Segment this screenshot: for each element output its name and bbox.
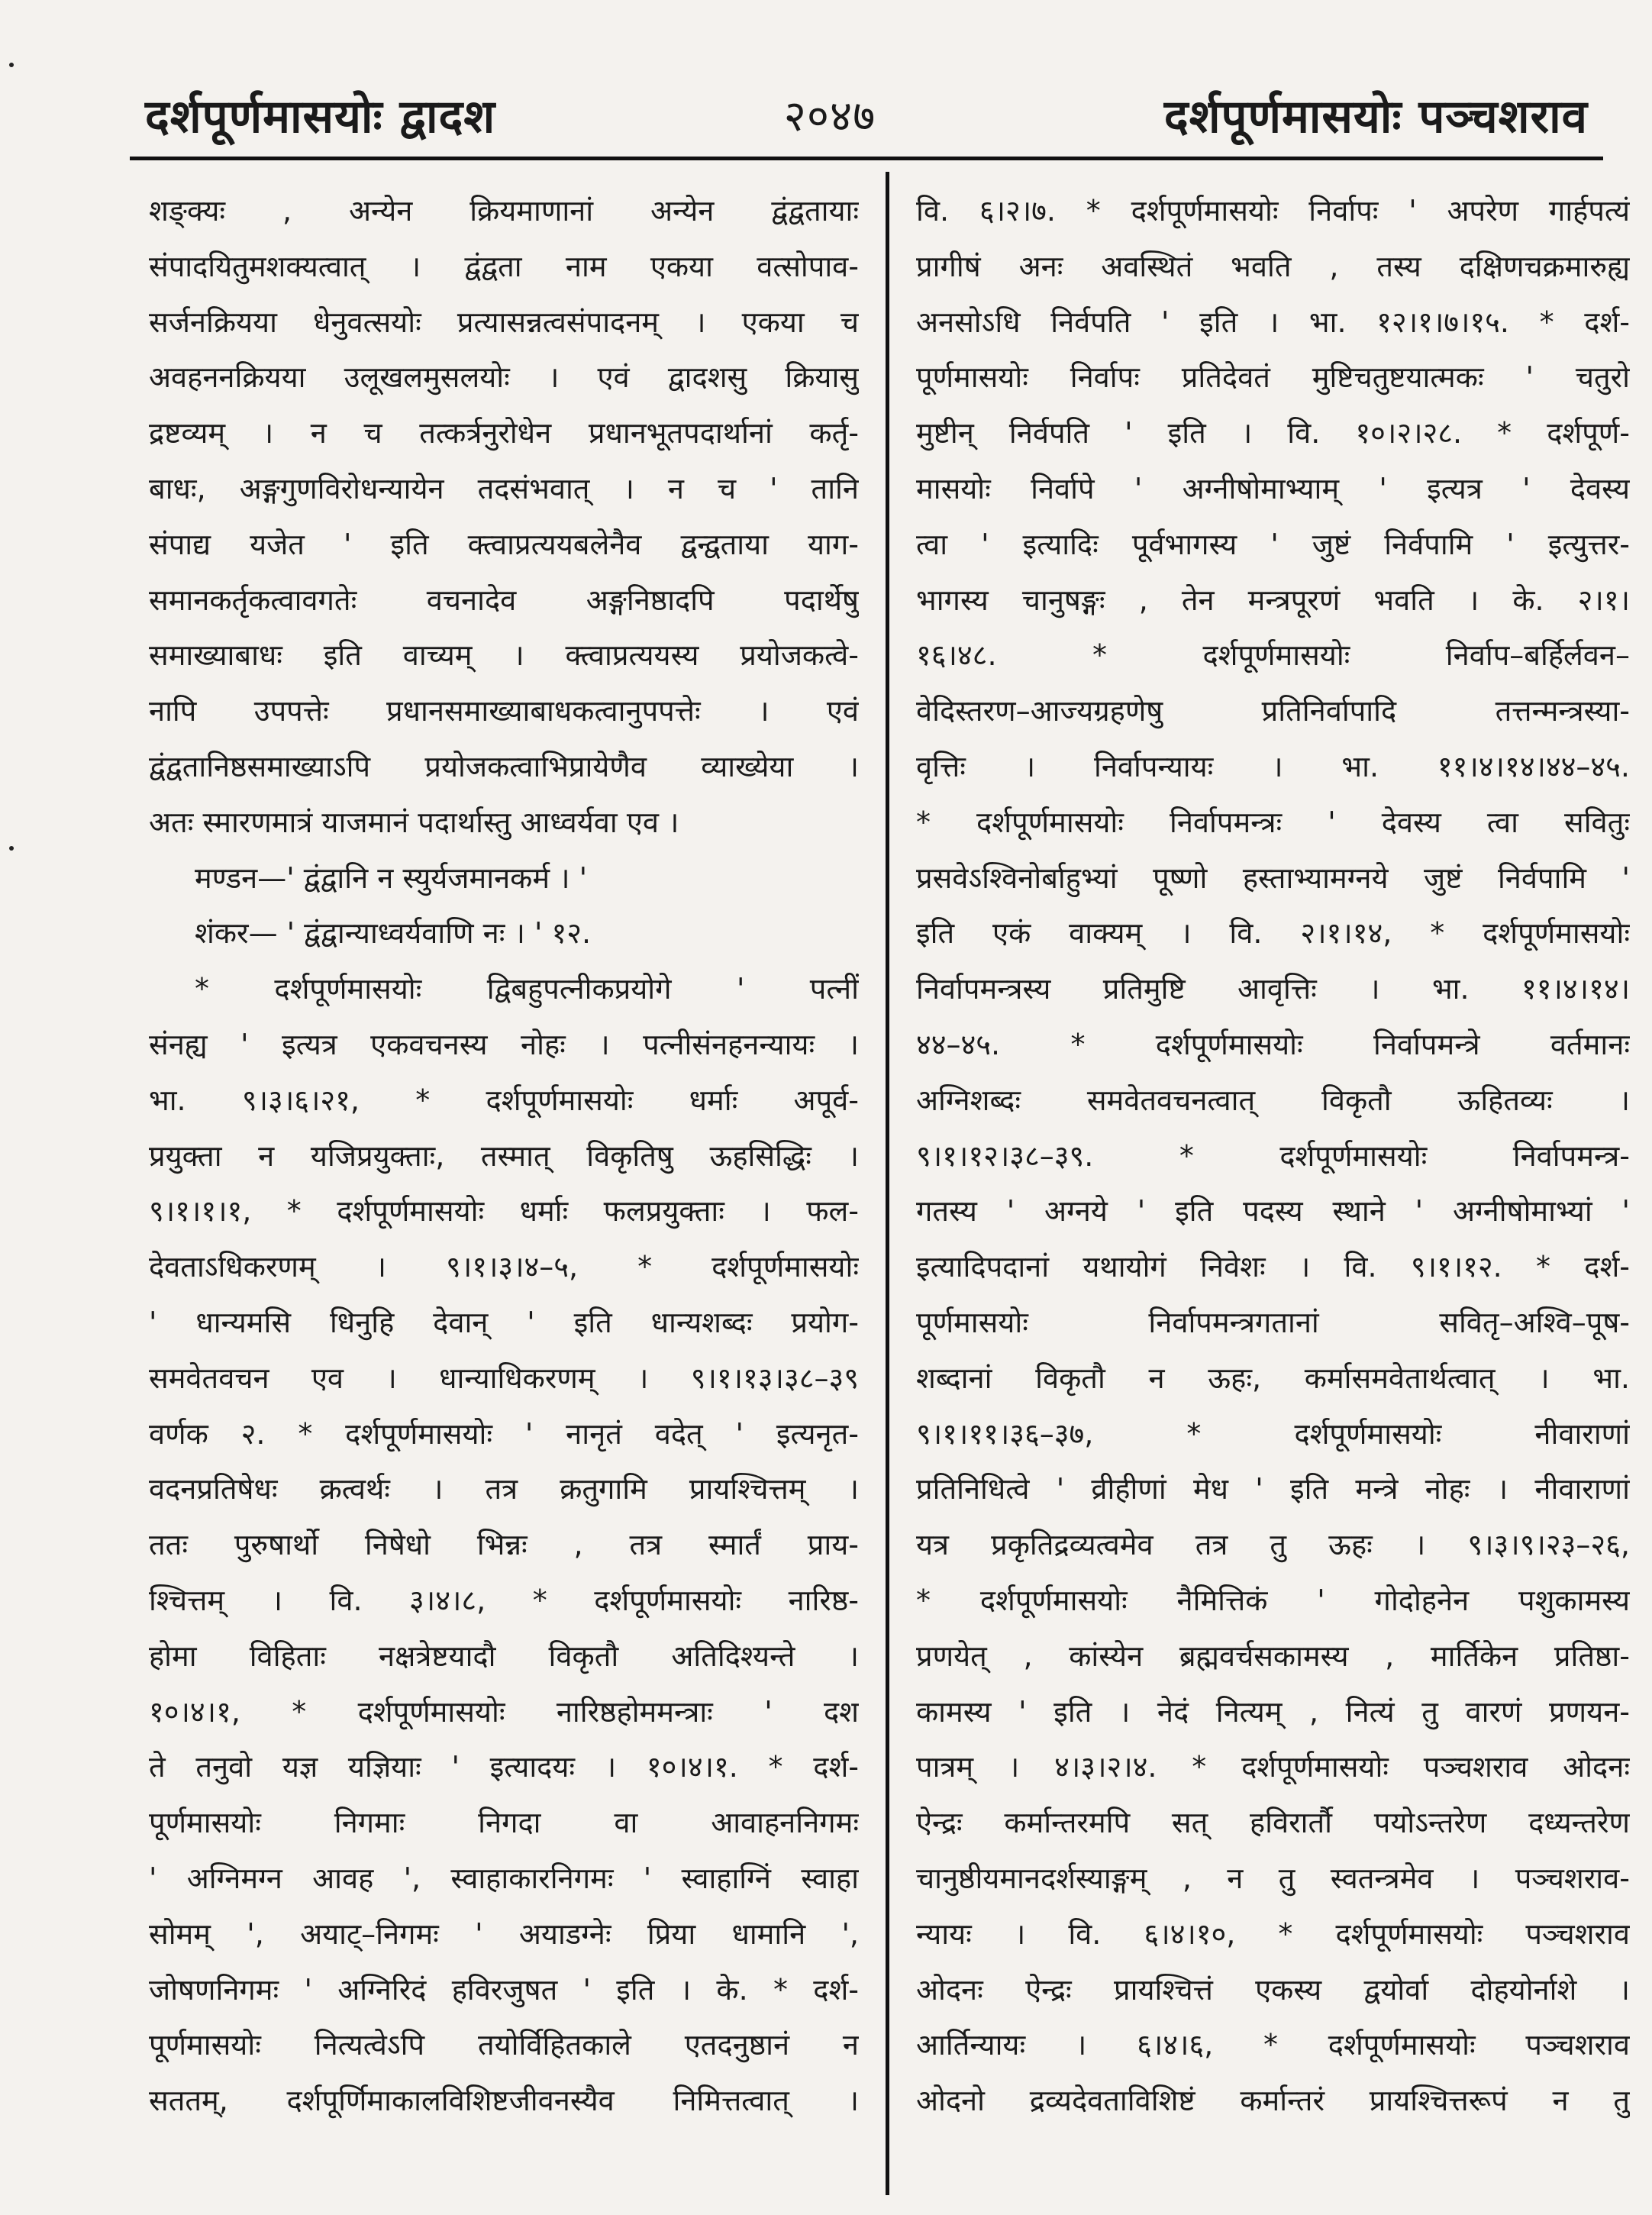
text-line: भा. ९।३।६।२१, * दर्शपूर्णमासयोः धर्माः अपूर्व-: [149, 1083, 859, 1117]
text-line: मासयोः निर्वापे ' अग्नीषोमाभ्याम् ' इत्यत्र ' देवस्य: [916, 471, 1630, 505]
text-line: ओदनो द्रव्यदेवताविशिष्टं कर्मान्तरं प्रायश्चित्तरूपं न तु: [916, 2084, 1630, 2118]
text-line: नापि उपपत्तेः प्रधानसमाख्याबाधकत्वानुपपत्तेः । एवं: [149, 694, 859, 728]
text-line: सततम्, दर्शपूर्णिमाकालविशिष्टजीवनस्यैव निमित्तत्वात् ।: [149, 2084, 859, 2118]
text-line: मण्डन—' द्वंद्वानि न स्युर्यजमानकर्म । ': [195, 860, 588, 895]
text-line: पूर्णमासयोः नित्यत्वेऽपि तयोर्विहितकाले एतदनुष्ठानं न: [149, 2028, 859, 2062]
text-line: शब्दानां विकृतौ न ऊहः, कर्मासमवेतार्थत्वात् । भा.: [916, 1361, 1630, 1395]
text-line: * दर्शपूर्णमासयोः द्विबहुपत्नीकप्रयोगे ' पत्नीं: [195, 972, 859, 1006]
text-line: प्रतिनिधित्वे ' व्रीहीणां मेध ' इति मन्त्रे नोहः । नीवाराणां: [916, 1472, 1630, 1506]
text-line: द्रष्टव्यम् । न च तत्कर्त्रनुरोधेन प्रधानभूतपदार्थानां कर्तृ-: [149, 416, 859, 450]
header-left-title: दर्शपूर्णमासयोः द्वादश: [145, 90, 496, 144]
text-line: देवताऽधिकरणम् । ९।१।३।४–५, * दर्शपूर्णमासयोः: [149, 1250, 859, 1284]
page-number: २०४७: [783, 92, 876, 141]
text-line: १६।४८. * दर्शपूर्णमासयोः निर्वाप–बर्हिर्लवन–: [916, 638, 1630, 673]
text-line: समाख्याबाधः इति वाच्यम् । क्त्वाप्रत्ययस्य प्रयोजकत्वे-: [149, 638, 859, 673]
column-divider: [886, 172, 889, 2195]
text-line: ४४–४५. * दर्शपूर्णमासयोः निर्वापमन्त्रे वर्तमानः: [916, 1027, 1630, 1061]
text-line: बाधः, अङ्गगुणविरोधन्यायेन तदसंभवात् । न च ' तानि: [149, 471, 859, 505]
text-line: पूर्णमासयोः निर्वापः प्रतिदेवतं मुष्टिचतुष्टयात्मकः ' चतुरो: [916, 360, 1630, 395]
text-line: प्रयुक्ता न यजिप्रयुक्ताः, तस्मात् विकृतिषु ऊहसिद्धिः ।: [149, 1138, 859, 1173]
text-line: द्वंद्वतानिष्ठसमाख्याऽपि प्रयोजकत्वाभिप्रायेणैव व्याख्येया ।: [149, 749, 859, 783]
text-line: ९।१।१।१, * दर्शपूर्णमासयोः धर्माः फलप्रयुक्ताः । फल-: [149, 1194, 859, 1229]
text-line: गतस्य ' अग्नये ' इति पदस्य स्थाने ' अग्नीषोमाभ्यां ': [916, 1194, 1630, 1229]
text-line: १०।४।१, * दर्शपूर्णमासयोः नारिष्ठहोममन्त्राः ' दश: [149, 1694, 859, 1729]
text-line: न्यायः । वि. ६।४।१०, * दर्शपूर्णमासयोः पञ्चशराव: [916, 1916, 1630, 1951]
text-line: ९।१।११।३६–३७, * दर्शपूर्णमासयोः नीवाराणां: [916, 1416, 1630, 1451]
text-line: पात्रम् । ४।३।२।४. * दर्शपूर्णमासयोः पञ्चशराव ओदनः: [916, 1750, 1630, 1784]
text-line: ' धान्यमसि धिनुहि देवान् ' इति धान्यशब्दः प्रयोग-: [149, 1305, 859, 1339]
text-line: अनसोऽधि निर्वपति ' इति । भा. १२।१।७।१५. * दर्श-: [916, 305, 1630, 339]
text-line: समानकर्तृकत्वावगतेः वचनादेव अङ्गनिष्ठादपि पदार्थेषु: [149, 583, 859, 617]
text-line: संपादयितुमशक्यत्वात् । द्वंद्वता नाम एकया वत्सोपाव-: [149, 249, 859, 283]
text-line: निर्वापमन्त्रस्य प्रतिमुष्टि आवृत्तिः । भा. ११।४।१४।: [916, 972, 1630, 1006]
text-line: सोमम् ', अयाट्–निगमः ' अयाडग्नेः प्रिया धामानि ',: [149, 1916, 859, 1951]
header-rule: [130, 157, 1603, 160]
running-header: [145, 80, 1588, 149]
text-line: प्रणयेत् , कांस्येन ब्रह्मवर्चसकामस्य , मार्तिकेन प्रतिष्ठा-: [916, 1639, 1630, 1673]
text-line: होमा विहिताः नक्षत्रेष्टयादौ विकृतौ अतिदिश्यन्ते ।: [149, 1639, 859, 1673]
text-line: सर्जनक्रियया धेनुवत्सयोः प्रत्यासन्नत्वसंपादनम् । एकया च: [149, 305, 859, 339]
text-line: ऐन्द्रः कर्मान्तरमपि सत् हविरार्तौ पयोऽन्तरेण दध्यन्तरेण: [916, 1806, 1630, 1840]
text-line: पूर्णमासयोः निगमाः निगदा वा आवाहननिगमः: [149, 1806, 859, 1840]
text-line: संनह्य ' इत्यत्र एकवचनस्य नोहः । पत्नीसंनहनन्यायः ।: [149, 1027, 859, 1061]
text-line: ते तनुवो यज्ञ यज्ञियाः ' इत्यादयः । १०।४।१. * दर्श-: [149, 1750, 859, 1784]
right-column: [916, 183, 1630, 2129]
text-line: चानुष्ठीयमानदर्शस्याङ्गम् , न तु स्वतन्त्रमेव । पञ्चशराव-: [916, 1861, 1630, 1895]
text-line: आर्तिन्यायः । ६।४।६, * दर्शपूर्णमासयोः पञ्चशराव: [916, 2028, 1630, 2062]
text-line: संपाद्य यजेत ' इति क्त्वाप्रत्ययबलेनैव द्वन्द्वताया याग-: [149, 527, 859, 561]
text-line: वि. ६।२।७. * दर्शपूर्णमासयोः निर्वापः ' अपरेण गार्हपत्यं: [916, 194, 1630, 228]
text-line: भागस्य चानुषङ्गः , तेन मन्त्रपूरणं भवति । के. २।१।: [916, 583, 1630, 617]
text-line: * दर्शपूर्णमासयोः नैमित्तिकं ' गोदोहनेन पशुकामस्य: [916, 1583, 1630, 1617]
text-line: अवहननक्रियया उलूखलमुसलयोः । एवं द्वादशसु क्रियासु: [149, 360, 859, 395]
text-line: अतः स्मारणमात्रं याजमानं पदार्थास्तु आध्वर्यवा एव ।: [149, 805, 679, 839]
text-line: शंकर— ' द्वंद्वान्याध्वर्यवाणि नः । ' १२.: [195, 916, 592, 951]
text-line: अग्निशब्दः समवेतवचनत्वात् विकृतौ ऊहितव्यः ।: [916, 1083, 1630, 1117]
text-line: मुष्टीन् निर्वपति ' इति । वि. १०।२।२८. * दर्शपूर्ण-: [916, 416, 1630, 450]
text-line: * दर्शपूर्णमासयोः निर्वापमन्त्रः ' देवस्य त्वा सवितुः: [916, 805, 1630, 839]
text-line: वर्णक २. * दर्शपूर्णमासयोः ' नानृतं वदेत् ' इत्यनृत-: [149, 1416, 859, 1451]
text-line: इति एकं वाक्यम् । वि. २।१।१४, * दर्शपूर्णमासयोः: [916, 916, 1630, 951]
text-line: शङ्क्यः , अन्येन क्रियमाणानां अन्येन द्वंद्वतायाः: [149, 194, 859, 228]
text-line: वृत्तिः । निर्वापन्यायः । भा. ११।४।१४।४४–४५.: [916, 749, 1630, 783]
left-column: [149, 183, 859, 2129]
scan-speck: [9, 63, 14, 67]
text-line: त्वा ' इत्यादिः पूर्वभागस्य ' जुष्टं निर्वपामि ' इत्युत्तर-: [916, 527, 1630, 561]
text-line: ततः पुरुषार्थो निषेधो भिन्नः , तत्र स्मार्तं प्राय-: [149, 1528, 859, 1562]
text-line: कामस्य ' इति । नेदं नित्यम् , नित्यं तु वारणं प्रणयन-: [916, 1694, 1630, 1729]
text-line: ओदनः ऐन्द्रः प्रायश्चित्तं एकस्य द्वयोर्वा दोहयोर्नाशे ।: [916, 1972, 1630, 2007]
text-line: समवेतवचन एव । धान्याधिकरणम् । ९।१।१३।३८–३९: [149, 1361, 859, 1395]
text-line: जोषणनिगमः ' अग्निरिदं हविरजुषत ' इति । के. * दर्श-: [149, 1972, 859, 2007]
text-line: श्चित्तम् । वि. ३।४।८, * दर्शपूर्णमासयोः नारिष्ठ-: [149, 1583, 859, 1617]
text-line: प्रसवेऽश्विनोर्बाहुभ्यां पूष्णो हस्ताभ्यामग्नये जुष्टं निर्वपामि ': [916, 860, 1630, 895]
text-line: वदनप्रतिषेधः क्रत्वर्थः । तत्र क्रतुगामि प्रायश्चित्तम् ।: [149, 1472, 859, 1506]
text-line: पूर्णमासयोः निर्वापमन्त्रगतानां सवितृ–अश्वि–पूष-: [916, 1305, 1630, 1339]
text-line: ९।१।१२।३८–३९. * दर्शपूर्णमासयोः निर्वापमन्त्र-: [916, 1138, 1630, 1173]
text-line: प्रागीषं अनः अवस्थितं भवति , तस्य दक्षिणचक्रमारुह्य: [916, 249, 1630, 283]
header-right-title: दर्शपूर्णमासयोः पञ्चशराव: [1163, 90, 1588, 144]
text-line: इत्यादिपदानां यथायोगं निवेशः । वि. ९।१।१२. * दर्श-: [916, 1250, 1630, 1284]
text-line: ' अग्निमग्न आवह ', स्वाहाकारनिगमः ' स्वाहाग्निं स्वाहा: [149, 1861, 859, 1895]
text-line: वेदिस्तरण–आज्यग्रहणेषु प्रतिनिर्वापादि तत्तन्मन्त्रस्या-: [916, 694, 1630, 728]
scan-speck: [9, 846, 14, 851]
text-line: यत्र प्रकृतिद्रव्यत्वमेव तत्र तु ऊहः । ९।३।९।२३–२६,: [916, 1528, 1630, 1562]
